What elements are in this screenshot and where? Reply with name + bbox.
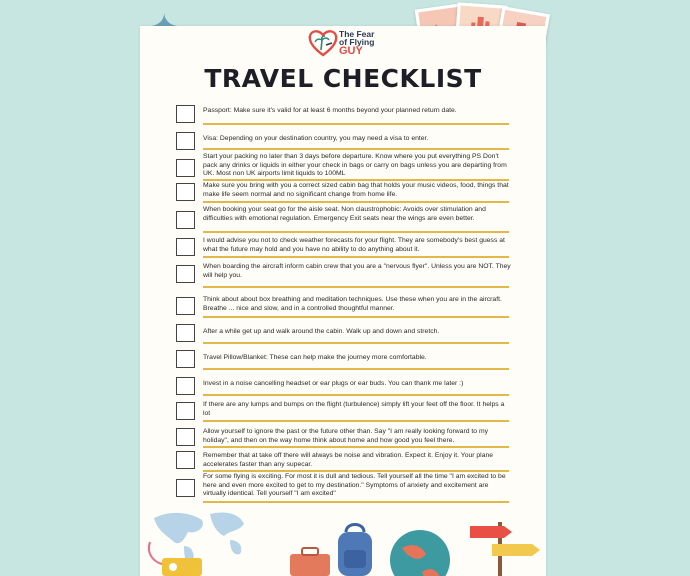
checklist-item-text: Think about about box breathing and meditation techniques. Use these when you are in the aircraft. Breathe ... nice and slow, and in a controlled thoughtful manner. — [203, 296, 502, 312]
checklist-item-text: Start your packing no later than 3 days before departure. Know where you put everything PS Don't pack any drinks or liquids in either your check in bags or carry on bags unless you are departing from UK. Most non UK airports limit liquids to 100ML — [203, 153, 507, 178]
checkbox[interactable] — [176, 105, 195, 123]
checklist-item-text: Travel Pillow/Blanket: These can help make the journey more comfortable. — [203, 354, 427, 361]
checklist-item-text: When booking your seat go for the aisle seat. Non claustrophobic: Avoids over stimulation and difficulties with emotional regulation. Emergency Exit seats near the wings are even better. — [203, 206, 486, 222]
checklist-item — [176, 422, 512, 448]
checkbox[interactable] — [176, 265, 195, 283]
checklist-item-text: I would advise you not to check weather forecasts for your flight. They are somebody's best guess at what the future may hold and you have no ability to do anything about it. — [203, 237, 505, 253]
travel-illustration — [140, 502, 546, 576]
checklist-item — [176, 151, 512, 181]
checklist-item — [176, 318, 512, 344]
backpack-icon — [338, 525, 372, 576]
checklist-item — [176, 344, 512, 370]
checkbox[interactable] — [176, 159, 195, 177]
logo — [308, 28, 398, 62]
checklist-item-text: For some flying is exciting. For most it is dull and tedious. Tell yourself all the time "I am excited to be here and even more excited to get to my destination." Symptoms of anxiety and excitement are virtually identical. Tell yourself "I am excited" — [203, 473, 506, 498]
suitcase-icon — [290, 548, 330, 576]
checklist-item — [176, 99, 512, 126]
checklist-item — [176, 288, 512, 318]
music-player-icon — [149, 542, 202, 576]
checkbox[interactable] — [176, 479, 195, 497]
checklist-item-text: Invest in a noise cancelling headset or ear plugs or ear buds. You can thank me later :) — [203, 380, 464, 387]
checklist-item — [176, 203, 512, 233]
checklist-item — [176, 233, 512, 258]
page-title: TRAVEL CHECKLIST — [204, 64, 482, 93]
checklist-sheet — [140, 26, 546, 576]
checkbox[interactable] — [176, 350, 195, 368]
logo-line-1: The Fear — [339, 29, 375, 39]
checklist-item-text: Allow yourself to ignore the past or the future other than. Say "I am really looking forward to my holiday", and then on the way home think about home and how good you feel there. — [203, 428, 489, 444]
checklist-item — [176, 126, 512, 151]
checklist — [176, 99, 512, 505]
checklist-item-text: Visa: Depending on your destination country, you may need a visa to enter. — [203, 135, 429, 142]
logo-line-3: GUY — [339, 45, 363, 57]
checkbox[interactable] — [176, 451, 195, 469]
checklist-item — [176, 473, 512, 505]
checklist-item-text: If there are any lumps and bumps on the flight (turbulence) simply lift your feet off the floor. It helps a lot — [203, 401, 505, 417]
checklist-item-text: Passport: Make sure it's valid for at least 6 months beyond your planned return date. — [203, 107, 457, 114]
checkbox[interactable] — [176, 428, 195, 446]
checklist-item — [176, 396, 512, 422]
checkbox[interactable] — [176, 238, 195, 256]
checkbox[interactable] — [176, 183, 195, 201]
checkbox[interactable] — [176, 297, 195, 315]
signpost-icon — [470, 522, 540, 576]
checklist-item-text: Remember that at take off there will always be noise and vibration. Expect it. Enjoy it. Your plane accelerates faster than any supecar. — [203, 452, 494, 468]
checklist-item-text: After a while get up and walk around the cabin. Walk up and down and stretch. — [203, 328, 440, 335]
checklist-item — [176, 370, 512, 396]
world-map-icon — [154, 512, 244, 565]
globe-icon — [390, 530, 450, 576]
checklist-item-text: Make sure you bring with you a correct sized cabin bag that holds your music videos, food, things that make life seem normal and no significant change from home life. — [203, 182, 509, 198]
checklist-item — [176, 258, 512, 288]
checklist-item — [176, 181, 512, 203]
checklist-item-text: When boarding the aircraft inform cabin crew that you are a "nervous flyer". Unless you are NOT. They will help you. — [203, 263, 511, 279]
checkbox[interactable] — [176, 324, 195, 342]
checklist-item — [176, 448, 512, 473]
logo-text — [339, 30, 374, 57]
heart-palm-logo-icon — [308, 28, 338, 58]
checkbox[interactable] — [176, 377, 195, 395]
checkbox[interactable] — [176, 132, 195, 150]
divider — [203, 123, 509, 125]
checkbox[interactable] — [176, 211, 195, 229]
logo-line-2: of Flying — [339, 37, 375, 47]
divider — [203, 148, 509, 150]
checkbox[interactable] — [176, 402, 195, 420]
divider — [203, 470, 509, 472]
